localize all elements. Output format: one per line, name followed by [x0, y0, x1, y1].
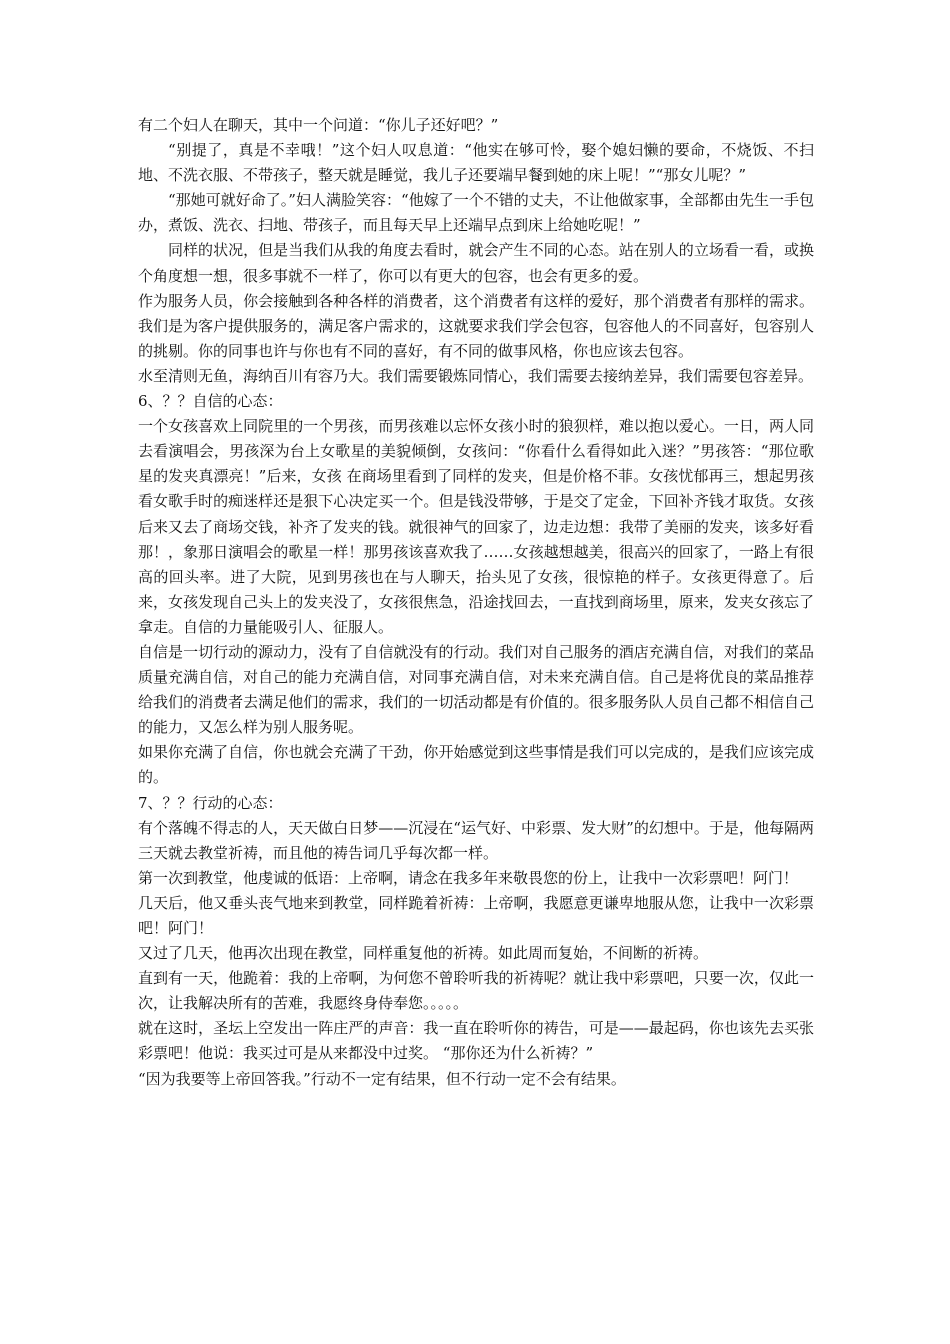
paragraph: 作为服务人员，你会接触到各种各样的消费者，这个消费者有这样的爱好，那个消费者有那样的需求。我们是为客户提供服务的，满足客户需求的，这就要求我们学会包容，包容他人的不同喜好，包容别人的挑剔。你的同事也许与你也有不同的喜好，有不同的做事风格，你也应该去包容。 — [138, 291, 814, 360]
paragraph: “因为我要等上帝回答我。”行动不一定有结果，但不行动一定不会有结果。 — [138, 1069, 626, 1088]
section-heading-action: 7、？？行动的心态： — [138, 793, 283, 812]
document-body — [138, 113, 814, 1092]
paragraph: 几天后，他又垂头丧气地来到教堂，同样跪着祈祷：上帝啊，我愿意更谦卑地服从您，让我中一次彩票吧！阿门！ — [138, 893, 814, 937]
paragraph: 水至清则无鱼，海纳百川有容乃大。我们需要锻炼同情心，我们需要去接纳差异，我们需要包容差异。 — [138, 366, 814, 385]
paragraph: 自信是一切行动的源动力，没有了自信就没有的行动。我们对自己服务的酒店充满自信，对我们的菜品质量充满自信，对自己的能力充满自信，对同事充满自信，对未来充满自信。自己是将优良的菜品推荐给我们的消费者去满足他们的需求，我们的一切活动都是有价值的。很多服务队人员自己都不相信自己的能力，又怎么样为别人服务呢。 — [138, 642, 814, 737]
paragraph: 第一次到教堂，他虔诚的低语：上帝啊，请念在我多年来敬畏您的份上，让我中一次彩票吧！阿门！ — [138, 868, 799, 887]
paragraph: 又过了几天，他再次出现在教堂，同样重复他的祈祷。如此周而复始，不间断的祈祷。 — [138, 944, 709, 963]
paragraph: 有二个妇人在聊天，其中一个问道：“你儿子还好吧？” — [138, 116, 499, 134]
paragraph: 如果你充满了自信，你也就会充满了干劲，你开始感觉到这些事情是我们可以完成的，是我们应该完成的。 — [138, 743, 814, 787]
paragraph: “别提了，真是不幸哦！”这个妇人叹息道：“他实在够可怜，娶个媳妇懒的要命，不烧饭、不扫地、不洗衣服、不带孩子，整天就是睡觉，我儿子还要端早餐到她的床上呢！”“那女儿呢？” — [138, 141, 814, 185]
paragraph: 一个女孩喜欢上同院里的一个男孩，而男孩难以忘怀女孩小时的狼狈样，难以抱以爱心。一日，两人同去看演唱会，男孩深为台上女歌星的美貌倾倒，女孩问：“你看什么看得如此入迷？”男孩答：“那位歌星的发夹真漂亮！”后来，女孩 在商场里看到了同样的发夹，但是价格不菲。女孩忧郁再三，想起男孩看女歌手时的痴迷样还是狠下心决定买一个。但是钱没带够，于是交了定金，下回补齐钱才取货。女孩后来又去了商场交钱，补齐了发夹的钱。就很神气的回家了，边走边想：我带了美丽的发夹，该多好看那！，象那日演唱会的歌星一样！那男孩该喜欢我了……女孩越想越美，很高兴的回家了，一路上有很高的回头率。进了大院，见到男孩也在与人聊天，抬头见了女孩，很惊艳的样子。女孩更得意了。后来，女孩发现自己头上的发夹没了，女孩很焦急，沿途找回去，一直找到商场里，原来，发夹女孩忘了拿走。自信的力量能吸引人、征服人。 — [138, 417, 814, 636]
paragraph: 直到有一天，他跪着：我的上帝啊，为何您不曾聆听我的祈祷呢？就让我中彩票吧，只要一次，仅此一次，让我解决所有的苦难，我愿终身侍奉您。。。。。 — [138, 969, 814, 1013]
paragraph: 有个落魄不得志的人，天天做白日梦——沉浸在“运气好、中彩票、发大财”的幻想中。于是，他每隔两三天就去教堂祈祷，而且他的祷告词几乎每次都一样。 — [138, 818, 814, 862]
paragraph: 同样的状况，但是当我们从我的角度去看时，就会产生不同的心态。站在别人的立场看一看，或换个角度想一想，很多事就不一样了，你可以有更大的包容，也会有更多的爱。 — [138, 241, 814, 285]
paragraph: “那她可就好命了。”妇人满脸笑容：“他嫁了一个不错的丈夫，不让他做家事，全部都由先生一手包办，煮饭、洗衣、扫地、带孩子，而且每天早上还端早点到床上给她吃呢！” — [138, 191, 814, 235]
paragraph: 就在这时，圣坛上空发出一阵庄严的声音：我一直在聆听你的祷告，可是——最起码，你也该先去买张彩票吧！他说：我买过可是从来都没中过奖。 “那你还为什么祈祷？” — [138, 1019, 814, 1063]
section-heading-confidence: 6、？？自信的心态： — [138, 392, 283, 411]
